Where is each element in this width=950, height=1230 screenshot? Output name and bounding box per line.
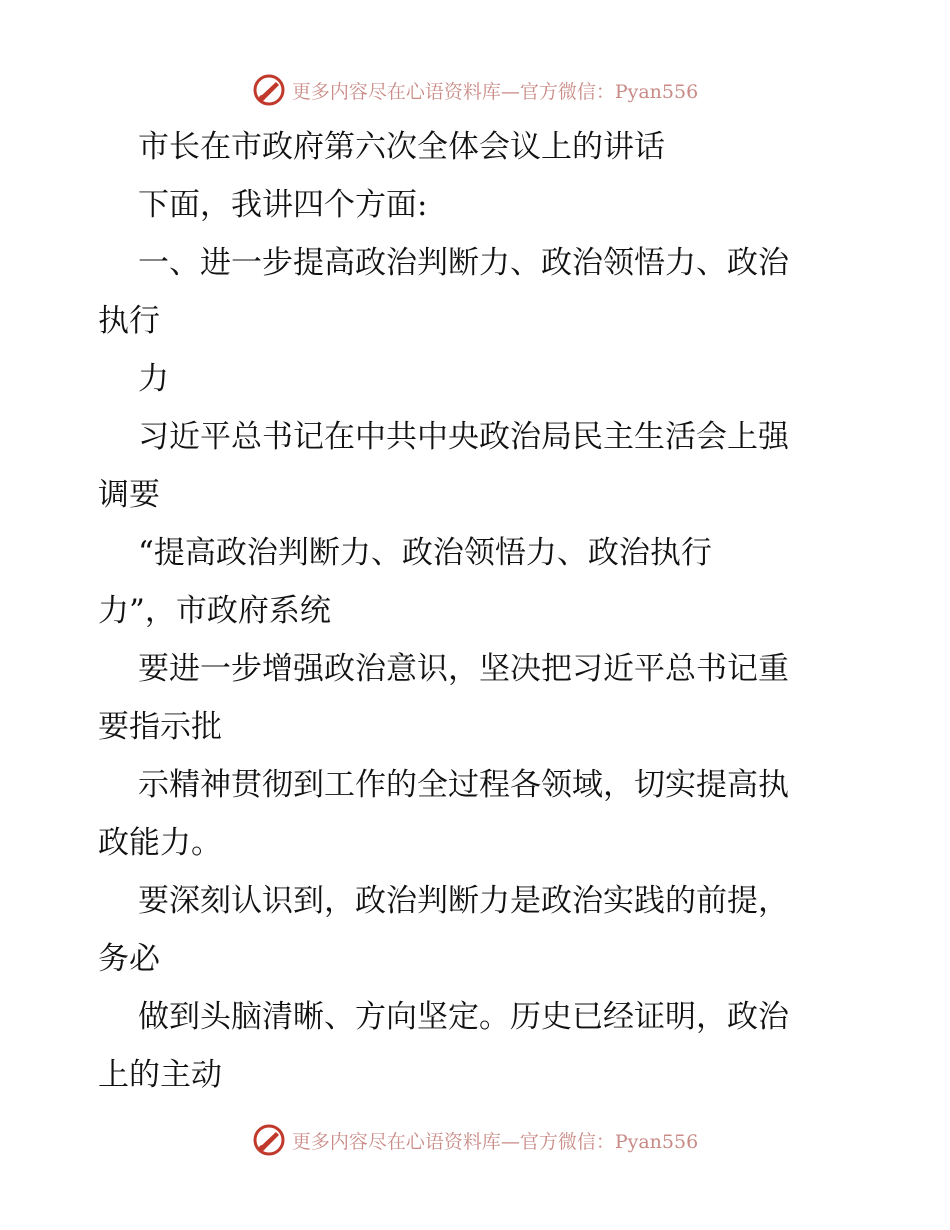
text-line: 务必 (98, 941, 160, 977)
quote-line: 力”，市政府系统 (98, 593, 331, 629)
text-line: 上的主动 (98, 1057, 222, 1093)
text-line: 做到头脑清晰、方向坚定。历史已经证明，政治 (138, 999, 789, 1035)
text-line: 要进一步增强政治意识，坚决把习近平总书记重 (138, 651, 789, 687)
watermark-text: 更多内容尽在心语资料库—官方微信：Pyan556 (291, 1130, 699, 1153)
header-watermark (0, 70, 950, 110)
section-heading: 一、进一步提高政治判断力、政治领悟力、政治 (138, 245, 789, 281)
text-line: 政能力。 (98, 825, 222, 861)
document-title: 市长在市政府第六次全体会议上的讲话 (138, 129, 665, 165)
text-line: 习近平总书记在中共中央政治局民主生活会上强 (138, 419, 789, 455)
text-line: 要指示批 (98, 709, 222, 745)
watermark-text: 更多内容尽在心语资料库—官方微信：Pyan556 (291, 80, 699, 103)
brush-seal-icon (252, 1123, 286, 1157)
text-line: 调要 (98, 477, 160, 513)
text-line: 下面，我讲四个方面: (138, 187, 428, 223)
document-body (98, 118, 858, 1104)
brush-seal-icon (252, 73, 286, 107)
quote-line: “提高政治判断力、政治领悟力、政治执行 (138, 535, 712, 571)
text-line: 示精神贯彻到工作的全过程各领域，切实提高执 (138, 767, 789, 803)
footer-watermark (0, 1120, 950, 1160)
section-heading-cont: 力 (138, 361, 169, 397)
section-heading-cont: 执行 (98, 303, 160, 339)
text-line: 要深刻认识到，政治判断力是政治实践的前提， (138, 883, 789, 919)
